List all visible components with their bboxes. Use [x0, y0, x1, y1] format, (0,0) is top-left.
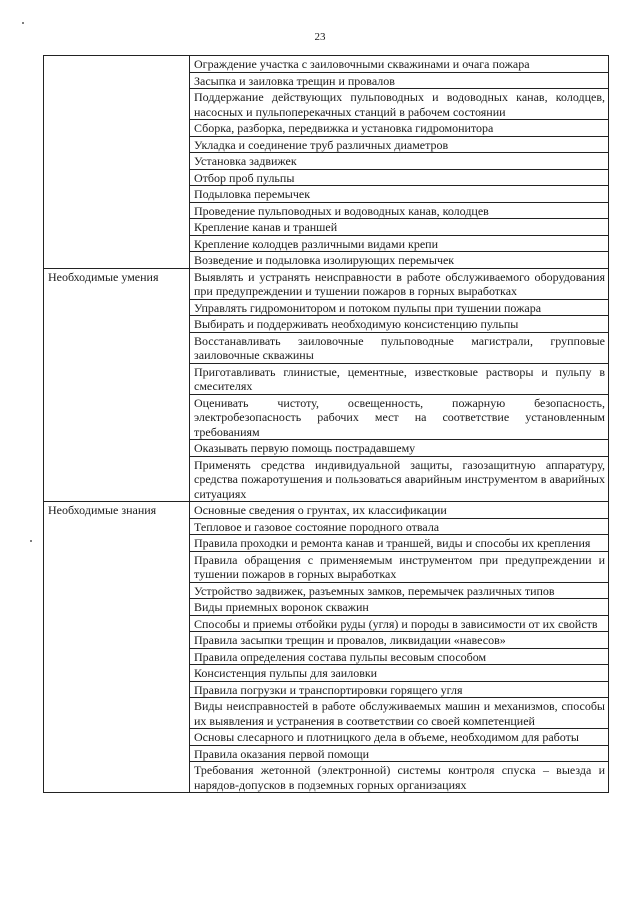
requirement-item: Виды неисправностей в работе обслуживаемых машин и механизмов, способы их выявления и устранения в соответствии со своей компетенцией: [190, 698, 609, 729]
requirement-item: Ограждение участка с заиловочными скважинами и очага пожара: [190, 56, 609, 73]
scan-speck: [30, 540, 32, 542]
requirement-item: Оценивать чистоту, освещенность, пожарную безопасность, электробезопасность рабочих мест на соответствие установленным требованиям: [190, 394, 609, 440]
requirement-item: Основы слесарного и плотницкого дела в объеме, необходимом для работы: [190, 729, 609, 746]
requirement-item: Отбор проб пульпы: [190, 169, 609, 186]
section-label: Необходимые знания: [44, 502, 190, 793]
requirement-item: Виды приемных воронок скважин: [190, 599, 609, 616]
table-row: [44, 268, 609, 299]
requirement-item: Выбирать и поддерживать необходимую консистенцию пульпы: [190, 316, 609, 333]
table-row: [44, 56, 609, 73]
table-row: [44, 502, 609, 519]
requirement-item: Выявлять и устранять неисправности в работе обслуживаемого оборудования при предупреждении и тушении пожаров в горных выработках: [190, 268, 609, 299]
requirement-item: Установка задвижек: [190, 153, 609, 170]
requirement-item: Правила проходки и ремонта канав и траншей, виды и способы их крепления: [190, 535, 609, 552]
requirement-item: Правила погрузки и транспортировки горящего угля: [190, 681, 609, 698]
requirement-item: Восстанавливать заиловочные пульповодные магистрали, групповые заиловочные скважины: [190, 332, 609, 363]
requirement-item: Способы и приемы отбойки руды (угля) и породы в зависимости от их свойств: [190, 615, 609, 632]
requirement-item: Засыпка и заиловка трещин и провалов: [190, 72, 609, 89]
requirement-item: Укладка и соединение труб различных диаметров: [190, 136, 609, 153]
requirements-table-body: [44, 56, 609, 793]
section-label: [44, 56, 190, 269]
requirement-item: Применять средства индивидуальной защиты, газозащитную аппаратуру, средства пожаротушения и пользоваться аварийным инструментом в аварийных ситуациях: [190, 456, 609, 502]
requirement-item: Подыловка перемычек: [190, 186, 609, 203]
requirement-item: Правила определения состава пульпы весовым способом: [190, 648, 609, 665]
requirement-item: Правила обращения с применяемым инструментом при предупреждении и тушении пожаров в горных выработках: [190, 551, 609, 582]
scan-speck: [22, 22, 24, 24]
requirement-item: Возведение и подыловка изолирующих перемычек: [190, 252, 609, 269]
requirement-item: Основные сведения о грунтах, их классификации: [190, 502, 609, 519]
requirement-item: Крепление канав и траншей: [190, 219, 609, 236]
requirement-item: Крепление колодцев различными видами крепи: [190, 235, 609, 252]
page-number: 23: [314, 31, 326, 43]
requirement-item: Устройство задвижек, разъемных замков, перемычек различных типов: [190, 582, 609, 599]
section-label: Необходимые умения: [44, 268, 190, 502]
requirement-item: Тепловое и газовое состояние породного отвала: [190, 518, 609, 535]
requirements-table: [43, 55, 609, 793]
requirement-item: Правила оказания первой помощи: [190, 745, 609, 762]
requirement-item: Приготавливать глинистые, цементные, известковые растворы и пульпу в смесителях: [190, 363, 609, 394]
requirement-item: Поддержание действующих пульповодных и водоводных канав, колодцев, насосных и пульпоперекачных станций в рабочем состоянии: [190, 89, 609, 120]
requirement-item: Требования жетонной (электронной) системы контроля спуска – выезда и нарядов-допусков в подземных горных организациях: [190, 762, 609, 793]
requirement-item: Консистенция пульпы для заиловки: [190, 665, 609, 682]
requirement-item: Правила засыпки трещин и провалов, ликвидации «навесов»: [190, 632, 609, 649]
requirement-item: Сборка, разборка, передвижка и установка гидромонитора: [190, 120, 609, 137]
requirement-item: Оказывать первую помощь пострадавшему: [190, 440, 609, 457]
requirement-item: Управлять гидромонитором и потоком пульпы при тушении пожара: [190, 299, 609, 316]
requirement-item: Проведение пульповодных и водоводных канав, колодцев: [190, 202, 609, 219]
